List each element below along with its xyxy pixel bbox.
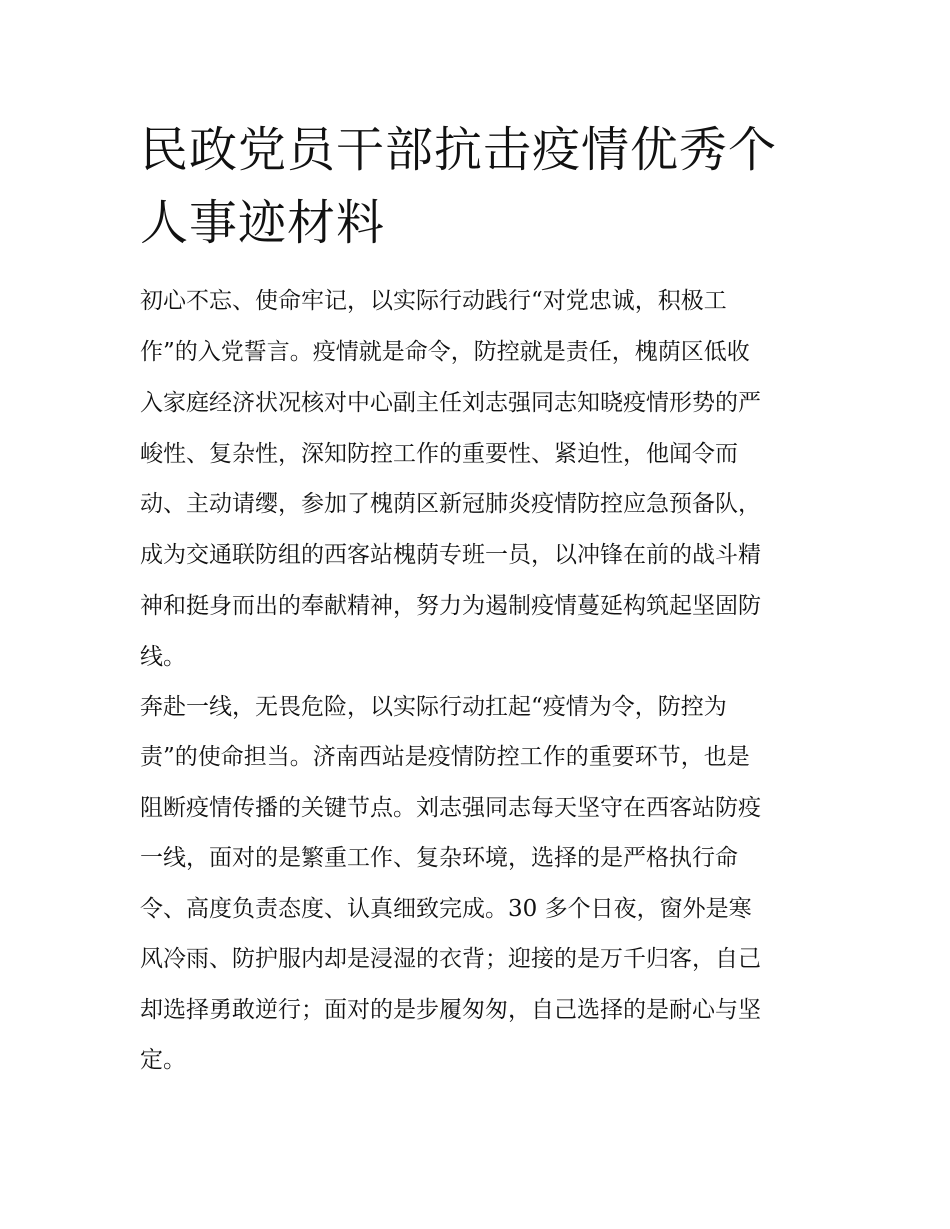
paragraph-2-line-1: 奔赴一线，无畏危险，以实际行动扛起“疫情为令，防控为 bbox=[140, 694, 727, 720]
paragraph-1-line-8: 线。 bbox=[140, 644, 186, 670]
paragraph-1-line-7: 神和挺身而出的奉献精神，努力为遏制疫情蔓延构筑起坚固防 bbox=[140, 593, 761, 619]
paragraph-2-line-5: 令、高度负责态度、认真细致完成。30 多个日夜，窗外是寒 bbox=[140, 896, 752, 922]
document-title-line-2: 人事迹材料 bbox=[140, 195, 386, 251]
paragraph-2-line-2: 责”的使命担当。济南西站是疫情防控工作的重要环节，也是 bbox=[140, 744, 750, 770]
paragraph-1-line-3: 入家庭经济状况核对中心副主任刘志强同志知晓疫情形势的严 bbox=[140, 390, 761, 416]
document-title-line-1: 民政党员干部抗击疫情优秀个 bbox=[140, 122, 778, 178]
paragraph-2-line-4: 一线，面对的是繁重工作、复杂环境，选择的是严格执行命 bbox=[140, 845, 738, 871]
paragraph-2-line-8: 定。 bbox=[140, 1047, 186, 1073]
paragraph-1-line-6: 成为交通联防组的西客站槐荫专班一员，以冲锋在前的战斗精 bbox=[140, 542, 761, 568]
paragraph-1-line-2: 作”的入党誓言。疫情就是命令，防控就是责任，槐荫区低收 bbox=[140, 339, 750, 365]
paragraph-2-line-6: 风冷雨、防护服内却是浸湿的衣背；迎接的是万千归客，自己 bbox=[140, 946, 761, 972]
paragraph-2-line-7: 却选择勇敢逆行；面对的是步履匆匆，自己选择的是耐心与坚 bbox=[140, 997, 761, 1023]
paragraph-1-line-4: 峻性、复杂性，深知防控工作的重要性、紧迫性，他闻令而 bbox=[140, 441, 738, 467]
paragraph-1-line-1: 初心不忘、使命牢记，以实际行动践行“对党忠诚，积极工 bbox=[140, 288, 727, 314]
paragraph-2-line-3: 阻断疫情传播的关键节点。刘志强同志每天坚守在西客站防疫 bbox=[140, 795, 761, 821]
paragraph-1-line-5: 动、主动请缨，参加了槐荫区新冠肺炎疫情防控应急预备队， bbox=[140, 491, 761, 517]
